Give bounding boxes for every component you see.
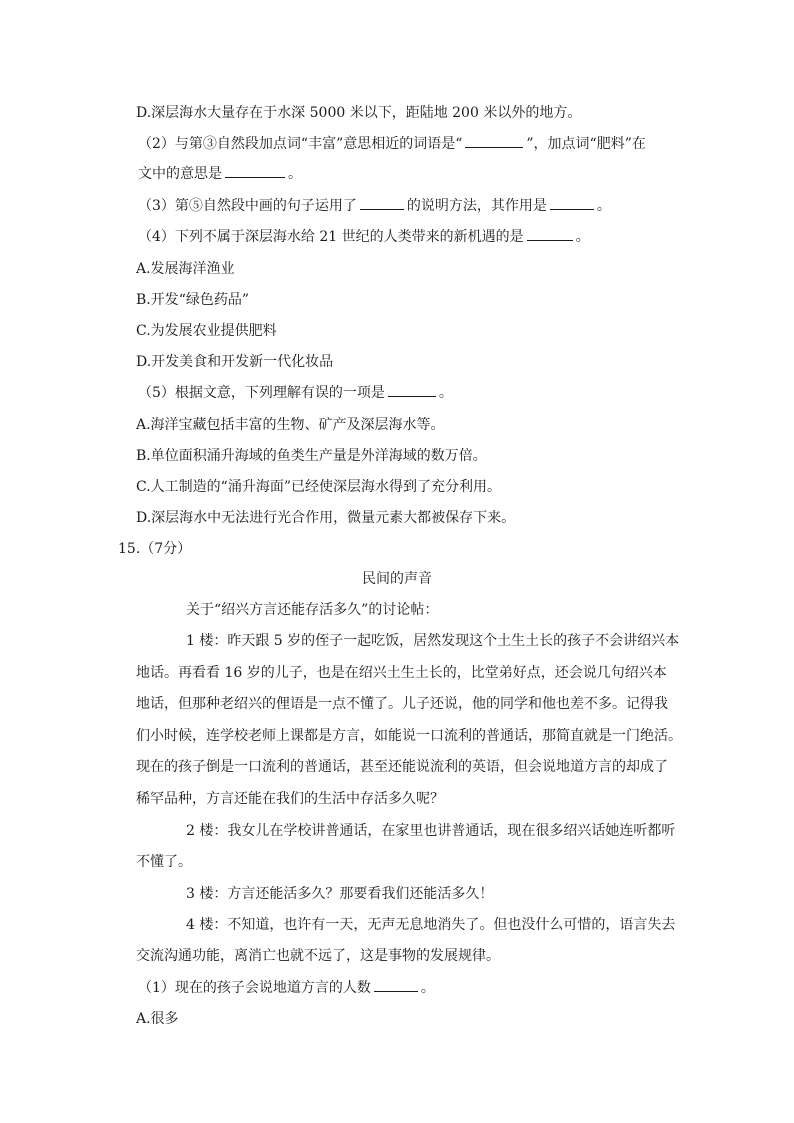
q4-option-d: D.开发美食和开发新一代化妆品: [136, 354, 334, 370]
q4-option-c: C.为发展农业提供肥料: [136, 323, 277, 339]
q5-option-c: C.人工制造的“涌升海面”已经使深层海水得到了充分利用。: [136, 479, 501, 495]
question-4: （4）下列不属于深层海水给 21 世纪的人类带来的新机遇的是 。: [138, 229, 590, 245]
answer-blank[interactable]: [527, 228, 573, 241]
floor4-line: 4 楼：不知道，也许有一天，无声无息地消失了。但也没什么可惜的，语言失去: [186, 917, 676, 933]
q15-1-option-a: A.很多: [136, 1011, 179, 1027]
floor1-line: 现在的孩子倒是一口流利的普通话，甚至还能说流利的英语，但会说地道方言的却成了: [136, 759, 668, 775]
answer-blank[interactable]: [360, 197, 404, 210]
answer-blank[interactable]: [374, 979, 418, 992]
floor1-line: 1 楼：昨天跟 5 岁的侄子一起吃饭，居然发现这个土生土长的孩子不会讲绍兴本: [186, 633, 680, 649]
question-3: （3）第⑤自然段中画的句子运用了 的说明方法，其作用是 。: [138, 198, 611, 214]
question-number-15: 15.（7分）: [118, 541, 192, 557]
q5-option-b: B.单位面积涌升海域的鱼类生产量是外洋海域的数万倍。: [136, 448, 487, 464]
floor1-line: 稀罕品种，方言还能在我们的生活中存活多久呢？: [136, 791, 444, 807]
q4-option-a: A.发展海洋渔业: [136, 261, 235, 277]
option-d-prev: D.深层海水大量存在于水深 5000 米以下，距陆地 200 米以外的地方。: [136, 105, 582, 121]
floor1-line: 地话，但那种老绍兴的俚语是一点不懂了。儿子还说，他的同学和他也差不多。记得我: [136, 696, 668, 712]
q5-option-d: D.深层海水中无法进行光合作用，微量元素大都被保存下来。: [136, 510, 516, 526]
q4-option-b: B.开发“绿色药品”: [136, 292, 250, 308]
question-5: （5）根据文意，下列理解有误的一项是 。: [138, 385, 453, 401]
q5-option-a: A.海洋宝藏包括丰富的生物、矿产及深层海水等。: [136, 417, 445, 433]
answer-blank[interactable]: [465, 135, 523, 148]
passage-intro: 关于“绍兴方言还能存活多久”的讨论帖：: [186, 602, 439, 618]
floor4-line: 交流沟通功能，离消亡也就不远了，这是事物的发展规律。: [136, 948, 500, 964]
floor3-line: 3 楼：方言还能活多久？那要看我们还能活多久！: [186, 886, 494, 902]
answer-blank[interactable]: [225, 165, 285, 178]
floor1-line: 地话。再看看 16 岁的儿子，也是在绍兴土生土长的，比堂弟好点，还会说几句绍兴本: [136, 665, 667, 681]
answer-blank[interactable]: [550, 197, 594, 210]
floor1-line: 们小时候，连学校老师上课都是方言，如能说一口流利的普通话，那简直就是一门绝活。: [136, 728, 682, 744]
question-15-1: （1）现在的孩子会说地道方言的人数 。: [138, 980, 435, 996]
question-2-line-1: （2）与第③自然段加点词“丰富”意思相近的词语是“ ”，加点词“肥料”在: [138, 136, 646, 152]
answer-blank[interactable]: [388, 384, 436, 397]
question-2-line-2: 文中的意思是 。: [138, 166, 302, 182]
passage-title: 民间的声音: [362, 571, 432, 587]
floor2-line: 2 楼：我女儿在学校讲普通话，在家里也讲普通话，现在很多绍兴话她连听都听: [186, 823, 676, 839]
floor2-line: 不懂了。: [136, 854, 192, 870]
